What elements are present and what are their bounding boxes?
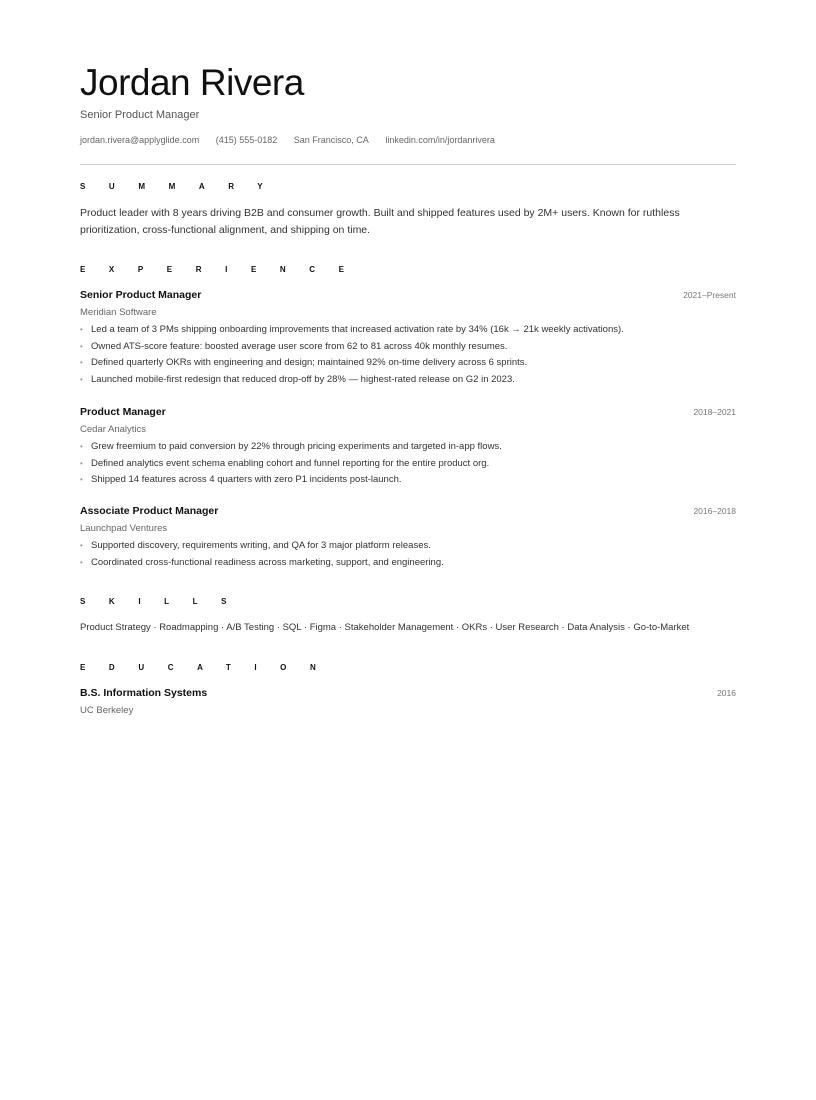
section-title-experience: EXPERIENCE [80,265,368,274]
job-bullet: • Led a team of 3 PMs shipping onboarding improvements that increased activation rate by 34% (16k → 21k weekly activations). [80,322,736,339]
graduation-year: 2016 [717,688,736,698]
job-bullet: • Supported discovery, requirements writing, and QA for 3 major platform releases. [80,538,736,555]
experience-entry [80,289,736,389]
contact-location: San Francisco, CA [293,135,369,145]
experience-entry [80,505,736,571]
job-role: Senior Product Manager [80,289,202,301]
skills-list: Product Strategy · Roadmapping · A/B Testing · SQL · Figma · Stakeholder Management · OKRs · User Research · Data Analysis · Go-to-Market [80,622,690,633]
job-role: Product Manager [80,406,166,418]
job-bullets [80,439,736,489]
contact-phone: (415) 555-0182 [215,135,278,145]
job-dates: 2021–Present [683,290,736,300]
contact-linkedin: linkedin.com/in/jordanrivera [385,135,495,145]
degree: B.S. Information Systems [80,687,208,699]
experience-entry [80,406,736,489]
job-dates: 2018–2021 [693,407,736,417]
contact-email: jordan.rivera@applyglide.com [80,135,200,145]
job-company: Meridian Software [80,307,157,318]
education-entry [80,687,736,716]
job-bullet: • Launched mobile-first redesign that reduced drop-off by 28% — highest-rated release on G2 in 2023. [80,372,736,389]
job-bullet: • Owned ATS-score feature: boosted average user score from 62 to 81 across 40k monthly resumes. [80,339,736,356]
section-title-education: EDUCATION [80,663,340,672]
job-company: Cedar Analytics [80,424,147,435]
section-title-summary: SUMMARY [80,182,287,191]
header-divider [80,164,736,165]
school: UC Berkeley [80,705,134,716]
section-title-skills: SKILLS [80,597,251,606]
job-bullet: • Shipped 14 features across 4 quarters with zero P1 incidents post-launch. [80,472,736,489]
headline: Senior Product Manager [80,109,200,121]
candidate-name: Jordan Rivera [80,62,304,103]
job-company: Launchpad Ventures [80,523,168,534]
job-bullet: • Defined quarterly OKRs with engineering and design; maintained 92% on-time delivery across 6 sprints. [80,355,736,372]
job-bullets [80,322,736,389]
job-bullets [80,538,736,571]
summary-text: Product leader with 8 years driving B2B and consumer growth. Built and shipped features used by 2M+ users. Known for ruthless prioritization, cross-functional alignment, and shipping on time. [80,207,680,236]
job-bullet: • Grew freemium to paid conversion by 22% through pricing experiments and targeted in-app flows. [80,439,736,456]
contact-line [80,135,509,145]
job-bullet: • Coordinated cross-functional readiness across marketing, support, and engineering. [80,555,736,572]
job-bullet: • Defined analytics event schema enabling cohort and funnel reporting for the entire product org. [80,456,736,473]
job-dates: 2016–2018 [693,506,736,516]
job-role: Associate Product Manager [80,505,219,517]
